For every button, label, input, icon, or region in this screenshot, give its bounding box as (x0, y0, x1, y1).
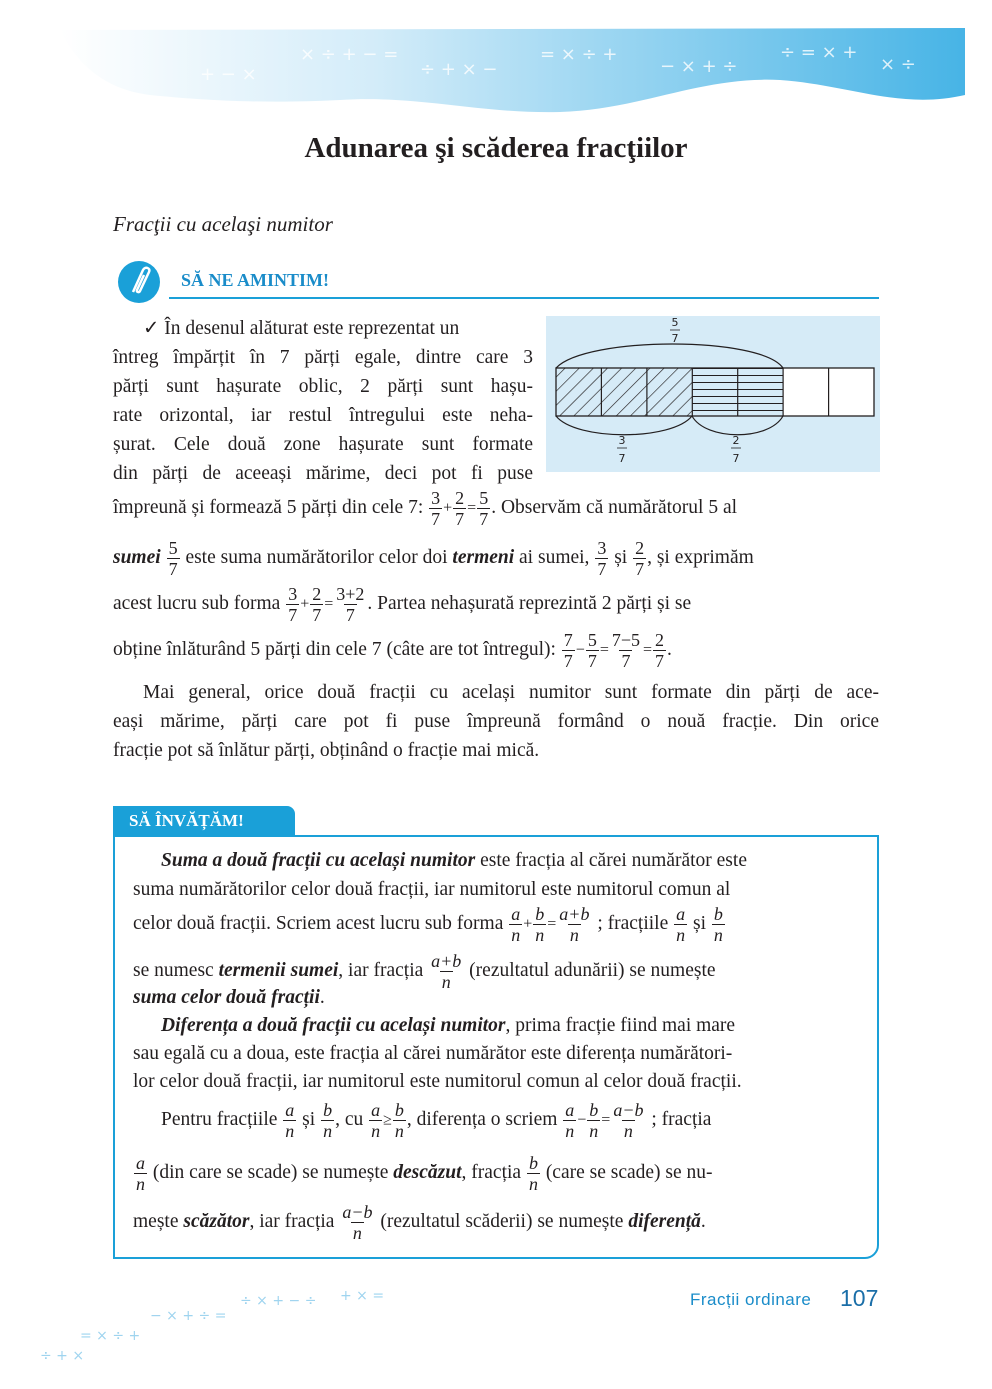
svg-text:= × ÷ +: = × ÷ + (80, 1328, 141, 1344)
section-subtitle: Fracţii cu acelaşi numitor (113, 212, 333, 236)
svg-text:× ÷ + − =: × ÷ + − = (300, 44, 399, 65)
svg-text:× ÷: × ÷ (880, 54, 916, 75)
svg-text:÷ + × −: ÷ + × − (420, 59, 498, 80)
learn-p1-line4: se numesc termenii sumei, iar fracția $\frac{a+b}{n}$ (rezultatul adunării) se numește (133, 951, 716, 992)
brace-left (556, 416, 692, 435)
intro-line: din părți de aceeași mărime, deci pot fi puse (113, 463, 533, 484)
label-top-n: 5 (671, 316, 679, 329)
learn-p1-line5: suma celor două fracții. (133, 987, 325, 1008)
learn-p2-line1: Diferența a două fracții cu același numitor, prima fracție fiind mai mare (161, 1015, 736, 1036)
svg-text:+ × =: + × = (340, 1290, 385, 1304)
svg-text:− × + ÷: − × + ÷ (660, 56, 738, 77)
intro-line: întreg împărțit în 7 părți egale, dintre care 3 (113, 347, 533, 368)
svg-text:÷ + ×: ÷ + × (40, 1348, 85, 1364)
label-top-d: 7 (671, 332, 679, 345)
oblique-parts (556, 368, 692, 416)
footer-decoration (40, 1290, 460, 1370)
learn-p1-line1: Suma a două fracții cu același numitor este fracția al cărei numărător este (161, 850, 747, 871)
header-banner (0, 0, 992, 130)
remind-label: SĂ NE AMINTIM! (181, 270, 330, 290)
brace-top (556, 344, 783, 368)
learn-p1-line2: suma numărătorilor celor două fracții, iar numitorul este numitorul comun al (133, 879, 731, 900)
svg-text:+ − ×: + − × (200, 64, 257, 85)
learn-label: SĂ ÎNVĂȚĂM! (129, 811, 244, 830)
svg-text:= × ÷ +: = × ÷ + (540, 44, 618, 65)
label-right-n: 2 (732, 434, 740, 447)
intro-line: rate orizontal, iar restul întregului este neha- (113, 405, 533, 426)
learn-p1-line3: celor două fracții. Scriem acest lucru sub forma $\frac{a}{n}$ + $\frac{b}{n}$ = $\frac{a+b}{n}$ ; fracțiile $\frac{a}{n}$ și $\frac{b}{n}$ (133, 904, 723, 945)
sum-line-a: împreună și formează 5 părți din cele 7: $\frac{3}{7}$ + $\frac{2}{7}$ = $\frac{5}{7}$ . Observăm că numărătorul 5 al (113, 488, 738, 529)
intro-line: În desenul alăturat este reprezentat un (164, 318, 460, 339)
sum-line-d: obține înlăturând 5 părți din cele 7 (câte are tot întregul): $\frac{7}{7}$ − $\frac{5}{7}$ = $\frac{7-5}{7}$ = $\frac{2}{7}$ . (113, 630, 672, 671)
page-number: 107 (840, 1285, 879, 1311)
learn-p2-line2: sau egală cu a doua, este fracția al cărei numărător este diferența numărători- (133, 1043, 733, 1064)
brace-right (692, 416, 783, 435)
svg-text:− × + ÷ =: − × + ÷ = (150, 1308, 227, 1324)
remind-intro (113, 314, 533, 488)
general-paragraph: Mai general, orice două fracții cu același numitor sunt formate din părți de ace- eași mărime, părți care pot fi puse împreună formând o nouă fracție. Din orice fracție pot să înlătur părți, obținând o fracție mai mică. (113, 682, 879, 761)
sum-line-b: sumei $\frac{5}{7}$ este suma numărătorilor celor doi termeni ai sumei, $\frac{3}{7}$ și $\frac{2}{7}$ , și exprimăm (113, 538, 754, 579)
intro-line: șurat. Cele două zone hașurate sunt formate (113, 434, 533, 455)
remind-underline (169, 297, 879, 299)
learn-p4: $\frac{a}{n}$ (din care se scade) se numește descăzut, fracția $\frac{b}{n}$ (care se scade) se nu- (136, 1153, 713, 1194)
label-left-n: 3 (618, 434, 626, 447)
label-right-d: 7 (732, 452, 740, 465)
intro-line: părți sunt hașurate oblic, 2 părți sunt hașu- (113, 376, 533, 397)
label-left-d: 7 (618, 452, 626, 465)
learn-p2-line3: lor celor două fracții, iar numitorul este numitorul comun al celor două fracții. (133, 1071, 742, 1092)
page-title: Adunarea şi scăderea fracţiilor (304, 132, 688, 164)
learn-p3: Pentru fracțiile $\frac{a}{n}$ și $\frac{b}{n}$ , cu $\frac{a}{n}$ ≥ $\frac{b}{n}$ , diferența o scriem $\frac{a}{n}$ − $\frac{b}{n}$ = $\frac{a-b}{n}$ ; fracția (161, 1100, 712, 1141)
learn-header (113, 806, 295, 836)
check-icon: ✓ (143, 318, 160, 339)
footer-chapter: Fracții ordinare (690, 1290, 812, 1309)
fraction-diagram (546, 316, 880, 472)
paperclip-icon (113, 258, 169, 304)
svg-text:÷ × + − ÷: ÷ × + − ÷ (240, 1293, 317, 1309)
remind-header (113, 258, 879, 302)
sum-line-c: acest lucru sub forma $\frac{3}{7}$ + $\frac{2}{7}$ = $\frac{3+2}{7}$ . Partea nehașurată reprezintă 2 părți și se (113, 584, 692, 625)
svg-text:÷ = × +: ÷ = × + (780, 42, 858, 63)
learn-p5: mește scăzător, iar fracția $\frac{a-b}{n}$ (rezultatul scăderii) se numește diferență. (133, 1202, 706, 1243)
